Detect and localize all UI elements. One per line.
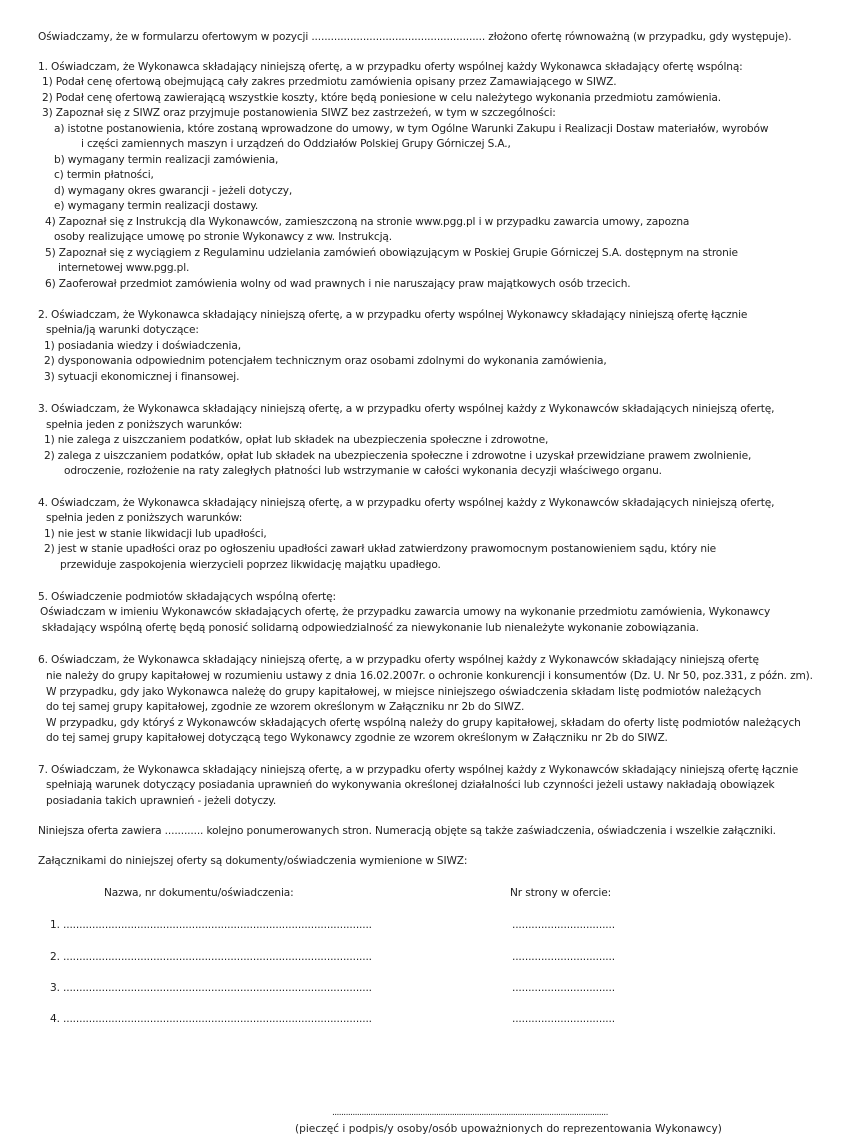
attachment-row-page: ................................ (512, 1013, 615, 1025)
section-2-item-3: 3) sytuacji ekonomicznej i finansowej. (44, 371, 240, 383)
attachments-col-name-header: Nazwa, nr dokumentu/oświadczenia: (104, 887, 294, 899)
intro-statement: Oświadczamy, że w formularzu ofertowym w pozycji ...................................................... złożono ofertę równoważną (w przypadku, gdy występuje). (38, 31, 792, 43)
section-1-item-5: 5) Zapoznał się z wyciągiem z Regulaminu udzielania zamówień obowiązującym w Poskiej Grupie Górniczej S.A. dostępnym na stronie (45, 247, 738, 259)
section-3-item-2: 2) zalega z uiszczaniem podatków, opłat lub składek na ubezpieczenia społeczne i zdrowotne i uzyskał przewidziane prawem zwolnienie, (44, 450, 752, 462)
section-1-item-4-cont: osoby realizujące umowę po stronie Wykonawcy z ww. Instrukcją. (54, 231, 392, 243)
attachments-note: Załącznikami do niniejszej oferty są dokumenty/oświadczenia wymienione w SIWZ: (38, 855, 468, 867)
section-6-heading: 6. Oświadczam, że Wykonawca składający niniejszą ofertę, a w przypadku oferty wspólnej każdy z Wykonawców składający niniejszą ofertę (38, 654, 759, 666)
attachment-row-name: 4. ................................................................................................ (50, 1013, 372, 1025)
section-3-heading: 3. Oświadczam, że Wykonawca składający niniejszą ofertę, a w przypadku oferty wspólnej każdy z Wykonawców składających niniejszą ofertę, (38, 403, 775, 415)
section-5-line-2: składający wspólną ofertę będą ponosić solidarną odpowiedzialność za niewykonanie lub nienależyte wykonanie zobowiązania. (42, 622, 699, 634)
attachments-col-page-header: Nr strony w ofercie: (510, 887, 612, 899)
section-2-item-2: 2) dysponowania odpowiednim potencjałem technicznym oraz osobami zdolnymi do wykonania zamówienia, (44, 355, 607, 367)
section-5-line-1: Oświadczam w imieniu Wykonawców składających ofertę, że przypadku zawarcia umowy na wykonanie przedmiotu zamówienia, Wykonawcy (40, 606, 771, 618)
attachment-row-page: ................................ (512, 919, 615, 931)
section-6-heading-cont: nie należy do grupy kapitałowej w rozumieniu ustawy z dnia 16.02.2007r. o ochronie konkurencji i konsumentów (Dz. U. Nr 50, poz.331, z późn. zm). (46, 670, 813, 682)
section-4-item-1: 1) nie jest w stanie likwidacji lub upadłości, (44, 528, 267, 540)
section-4-item-2-cont: przewiduje zaspokojenia wierzycieli poprzez likwidację majątku upadłego. (60, 559, 441, 571)
section-2-heading: 2. Oświadczam, że Wykonawca składający niniejszą ofertę, a w przypadku oferty wspólnej Wykonawcy składający niniejszą ofertę łącznie (38, 309, 748, 321)
section-7-heading: 7. Oświadczam, że Wykonawca składający niniejszą ofertę, a w przypadku oferty wspólnej każdy z Wykonawców składający niniejszą ofertę łącznie (38, 764, 799, 776)
section-6-line-3: W przypadku, gdy jako Wykonawca należę do grupy kapitałowej, w miejsce niniejszego oświadczenia składam listę podmiotów należących (46, 686, 762, 698)
section-1-item-4: 4) Zapoznał się z Instrukcją dla Wykonawców, zamieszczoną na stronie www.pgg.pl i w przypadku zawarcia umowy, zapozna (45, 216, 690, 228)
section-7-heading-cont: spełniają warunek dotyczący posiadania uprawnień do wykonywania określonej działalności lub czynności jeżeli ustawy nakładają obowiązek (46, 779, 775, 791)
section-3-heading-cont: spełnia jeden z poniższych warunków: (46, 419, 243, 431)
signature-caption: (pieczęć i podpis/y osoby/osób upoważnionych do reprezentowania Wykonawcy) (295, 1123, 722, 1135)
signature-line: .......................................................................................................................... (332, 1108, 608, 1118)
section-5-heading: 5. Oświadczenie podmiotów składających wspólną ofertę: (38, 591, 336, 603)
section-4-heading-cont: spełnia jeden z poniższych warunków: (46, 512, 243, 524)
section-1-item-6: 6) Zaoferował przedmiot zamówienia wolny od wad prawnych i nie naruszający praw majątkowych osób trzecich. (45, 278, 631, 290)
section-4-heading: 4. Oświadczam, że Wykonawca składający niniejszą ofertę, a w przypadku oferty wspólnej każdy z Wykonawców składających niniejszą ofertę, (38, 497, 775, 509)
section-1-item-3e: e) wymagany termin realizacji dostawy. (54, 200, 259, 212)
section-4-item-2: 2) jest w stanie upadłości oraz po ogłoszeniu upadłości zawarł układ zatwierdzony prawomocnym postanowieniem sądu, który nie (44, 543, 717, 555)
section-1-item-3d: d) wymagany okres gwarancji - jeżeli dotyczy, (54, 185, 293, 197)
section-3-item-2-cont: odroczenie, rozłożenie na raty zaległych płatności lub wstrzymanie w całości wykonania decyzji właściwego organu. (64, 465, 662, 477)
attachment-row-page: ................................ (512, 951, 615, 963)
section-1-item-2: 2) Podał cenę ofertową zawierającą wszystkie koszty, które będą poniesione w celu należytego wykonania przedmiotu zamówienia. (42, 92, 721, 104)
section-1-item-3c: c) termin płatności, (54, 169, 154, 181)
section-1-item-5-cont: internetowej www.pgg.pl. (58, 262, 190, 274)
pages-note: Niniejsza oferta zawiera ............ kolejno ponumerowanych stron. Numeracją objęte są także zaświadczenia, oświadczenia i wszelkie załączniki. (38, 825, 776, 837)
section-1-item-3b: b) wymagany termin realizacji zamówienia, (54, 154, 279, 166)
section-3-item-1: 1) nie zalega z uiszczaniem podatków, opłat lub składek na ubezpieczenia społeczne i zdrowotne, (44, 434, 549, 446)
section-1-item-3a-cont: i części zamiennych maszyn i urządzeń do Oddziałów Polskiej Grupy Górniczej S.A., (81, 138, 511, 150)
attachment-row-name: 2. ................................................................................................ (50, 951, 372, 963)
section-6-line-4: do tej samej grupy kapitałowej, zgodnie ze wzorem określonym w Załączniku nr 2b do SIWZ. (46, 701, 525, 713)
section-1-item-3: 3) Zapoznał się z SIWZ oraz przyjmuje postanowienia SIWZ bez zastrzeżeń, w tym w szczególności: (42, 107, 556, 119)
section-2-item-1: 1) posiadania wiedzy i doświadczenia, (44, 340, 241, 352)
section-6-line-6: do tej samej grupy kapitałowej dotyczącą tego Wykonawcy zgodnie ze wzorem określonym w Załączniku nr 2b do SIWZ. (46, 732, 668, 744)
section-7-heading-cont-2: posiadania takich uprawnień - jeżeli dotyczy. (46, 795, 277, 807)
attachment-row-page: ................................ (512, 982, 615, 994)
attachment-row-name: 3. ................................................................................................ (50, 982, 372, 994)
section-1-item-1: 1) Podał cenę ofertową obejmującą cały zakres przedmiotu zamówienia opisany przez Zamawiającego w SIWZ. (42, 76, 617, 88)
section-1-item-3a: a) istotne postanowienia, które zostaną wprowadzone do umowy, w tym Ogólne Warunki Zakupu i Realizacji Dostaw materiałów, wyrobów (54, 123, 769, 135)
section-6-line-5: W przypadku, gdy któryś z Wykonawców składających ofertę wspólną należy do grupy kapitałowej, składam do oferty listę podmiotów należących (46, 717, 801, 729)
section-1-heading: 1. Oświadczam, że Wykonawca składający niniejszą ofertę, a w przypadku oferty wspólnej każdy Wykonawca składający ofertę wspólną: (38, 61, 743, 73)
attachment-row-name: 1. ................................................................................................ (50, 919, 372, 931)
section-2-heading-cont: spełnia/ją warunki dotyczące: (46, 324, 199, 336)
